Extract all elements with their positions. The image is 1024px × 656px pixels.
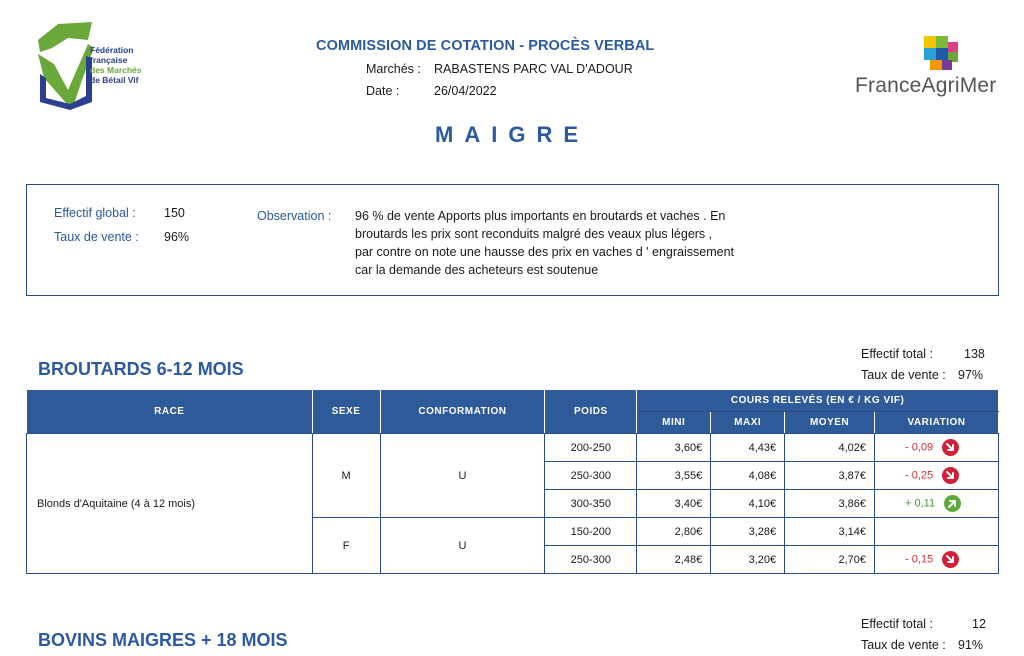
arrow-up-right-icon: [944, 495, 961, 512]
taux-vente-value: 91%: [958, 638, 984, 652]
mini-cell: 3,55€: [637, 462, 711, 490]
observation-line: par contre on note une hausse des prix en vaches d ' engraissement: [355, 245, 735, 259]
effectif-total-value: 12: [972, 617, 986, 631]
observation-text: [355, 207, 795, 279]
effectif-global-value: 150: [164, 206, 185, 220]
variation-cell: [875, 546, 999, 574]
variation-cell: [875, 434, 999, 462]
effectif-total-value: 138: [964, 347, 985, 361]
header-poids: POIDS: [545, 390, 637, 434]
header-race: RACE: [27, 390, 313, 434]
sexe-cell: F: [312, 518, 380, 574]
moyen-cell: 2,70€: [785, 546, 875, 574]
taux-vente-label: Taux de vente :: [861, 368, 946, 382]
header-maxi: MAXI: [711, 412, 785, 434]
taux-vente-value: 97%: [958, 368, 984, 382]
header-cours-releves: COURS RELEVÉS (EN € / KG VIF): [637, 390, 999, 412]
federation-name: [90, 45, 142, 85]
maxi-cell: 3,28€: [711, 518, 785, 546]
franceagrimer-logo-text: FranceAgriMer: [855, 74, 997, 97]
federation-line-1: Fédération: [90, 45, 134, 55]
mini-cell: 2,80€: [637, 518, 711, 546]
maxi-cell: 4,43€: [711, 434, 785, 462]
effectif-total-label: Effectif total :: [861, 347, 934, 361]
variation-cell: [875, 518, 999, 546]
race-cell: Blonds d'Aquitaine (4 à 12 mois): [27, 434, 313, 574]
date-label: Date :: [366, 84, 400, 98]
section-title-broutards: BROUTARDS 6-12 MOIS: [38, 359, 244, 379]
maxi-cell: 4,08€: [711, 462, 785, 490]
taux-vente-value: 96%: [164, 230, 190, 244]
mini-cell: 3,40€: [637, 490, 711, 518]
moyen-cell: 3,14€: [785, 518, 875, 546]
poids-cell: 150-200: [545, 518, 637, 546]
arrow-down-right-icon: [942, 551, 959, 568]
moyen-cell: 4,02€: [785, 434, 875, 462]
variation-value: - 0,15: [905, 553, 934, 566]
variation-cell: [875, 462, 999, 490]
sexe-cell: M: [312, 434, 380, 518]
header-mini: MINI: [637, 412, 711, 434]
effectif-global-label: Effectif global :: [54, 206, 136, 220]
taux-vente-label: Taux de vente :: [54, 230, 139, 244]
date-value: 26/04/2022: [434, 84, 497, 98]
maxi-cell: 4,10€: [711, 490, 785, 518]
poids-cell: 300-350: [545, 490, 637, 518]
marches-value: RABASTENS PARC VAL D'ADOUR: [434, 62, 633, 76]
effectif-total-label: Effectif total :: [861, 617, 934, 631]
poids-cell: 250-300: [545, 546, 637, 574]
section-title-bovins-maigres: BOVINS MAIGRES + 18 MOIS: [38, 630, 288, 650]
observation-line: 96 % de vente Apports plus importants en broutards et vaches . En: [355, 209, 726, 223]
variation-value: - 0,25: [905, 469, 934, 482]
category-title: MAIGRE: [435, 122, 589, 147]
conformation-cell: U: [380, 434, 545, 518]
federation-line-3: des Marchés: [90, 65, 142, 75]
header-moyen: MOYEN: [785, 412, 875, 434]
mini-cell: 3,60€: [637, 434, 711, 462]
arrow-down-right-icon: [942, 467, 959, 484]
moyen-cell: 3,87€: [785, 462, 875, 490]
mini-cell: 2,48€: [637, 546, 711, 574]
variation-value: - 0,09: [905, 441, 934, 454]
federation-line-2: française: [90, 55, 128, 65]
taux-vente-label: Taux de vente :: [861, 638, 946, 652]
variation-value: + 0,11: [905, 497, 936, 510]
observation-line: broutards les prix sont reconduits malgré des veaux plus légers ,: [355, 227, 713, 241]
poids-cell: 250-300: [545, 462, 637, 490]
poids-cell: 200-250: [545, 434, 637, 462]
header-conformation: CONFORMATION: [380, 390, 545, 434]
marches-label: Marchés :: [366, 62, 421, 76]
observation-label: Observation :: [257, 209, 332, 223]
variation-cell: [875, 490, 999, 518]
header-sexe: SEXE: [312, 390, 380, 434]
franceagrimer-icon: [922, 34, 960, 72]
federation-line-4: de Bétail Vif: [90, 75, 139, 85]
header-variation: VARIATION: [875, 412, 999, 434]
arrow-down-right-icon: [942, 439, 959, 456]
cotation-table: [26, 389, 999, 574]
conformation-cell: U: [380, 518, 545, 574]
moyen-cell: 3,86€: [785, 490, 875, 518]
page-title: COMMISSION DE COTATION - PROCÈS VERBAL: [316, 38, 655, 54]
table-row: [27, 434, 999, 462]
maxi-cell: 3,20€: [711, 546, 785, 574]
observation-line: car la demande des acheteurs est soutenue: [355, 263, 599, 277]
